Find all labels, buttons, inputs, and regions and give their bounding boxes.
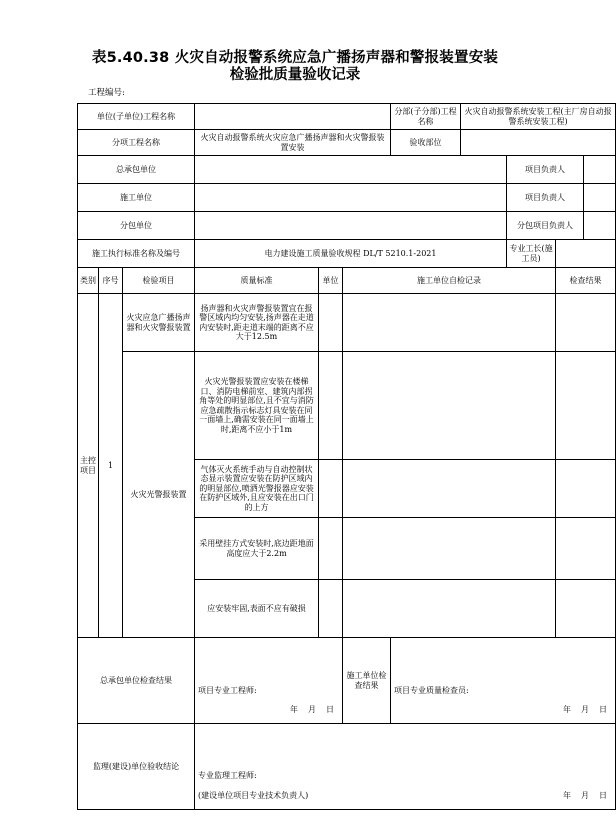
inspection-item-speaker: 火灾应急广播扬声器和火灾警报装置 [123,294,195,352]
result-1[interactable] [556,294,616,352]
sub-project-manager-value[interactable] [584,212,616,240]
unit-project-value[interactable] [195,104,391,130]
supervision-conclusion-label: 监理(建设)单位验收结论 [78,724,195,810]
acceptance-part-label: 验收部位 [391,130,461,156]
standard-3: 气体灭火系统手动与自动控制状态显示装置应安装在防护区域内的明显部位,喷洒光警报器应安装在防护区域外,且应安装在出口门的上方 [195,460,319,518]
self-check-5[interactable] [343,580,556,638]
gc-engineer-label: 项目专业工程师: [198,686,257,695]
self-check-3[interactable] [343,460,556,518]
cu-project-manager-value[interactable] [584,184,616,212]
cu-check-result-label: 施工单位检查结果 [343,638,391,724]
general-contractor-label: 总承包单位 [78,156,195,184]
cu-check-result-signature[interactable] [391,638,616,724]
foreman-value[interactable] [556,240,616,268]
owner-technical-lead-label: (建设单位项目专业技术负责人) [198,791,309,800]
col-standard: 质量标准 [195,268,319,294]
subitem-project-label: 分项工程名称 [78,130,195,156]
inspection-item-light-alarm: 火灾光警报装置 [123,352,195,638]
construction-unit-value[interactable] [195,184,507,212]
self-check-4[interactable] [343,518,556,580]
unit-5[interactable] [319,580,343,638]
self-check-1[interactable] [343,294,556,352]
result-5[interactable] [556,580,616,638]
form-title-line1: 表5.40.38 火灾自动报警系统应急广播扬声器和警报装置安装 [91,50,499,66]
unit-4[interactable] [319,518,343,580]
acceptance-record-table [77,103,616,810]
acceptance-part-value[interactable] [461,130,616,156]
subitem-project-value: 火灾自动报警系统火灾应急广播扬声器和火灾警报装置安装 [195,130,391,156]
foreman-label: 专业工长(施工员) [507,240,556,268]
subcontractor-label: 分包单位 [78,212,195,240]
col-category: 类别 [78,268,99,294]
project-number-label: 工程编号: [88,88,125,98]
standard-name-label: 施工执行标准名称及编号 [78,240,195,268]
standard-name-value: 电力建设施工质量验收规程 DL/T 5210.1-2021 [195,240,507,268]
unit-project-label: 单位(子单位)工程名称 [78,104,195,130]
cu-date: 年 月 日 [563,705,608,714]
self-check-2[interactable] [343,352,556,460]
col-seq: 序号 [99,268,123,294]
gc-project-manager-value[interactable] [584,156,616,184]
standard-1: 扬声器和火灾声警报装置宜在报警区域内均匀安装,扬声器在走道内安装时,距走道末端的距离不应大于12.5m [195,294,319,352]
unit-1[interactable] [319,294,343,352]
result-2[interactable] [556,352,616,460]
cu-project-manager-label: 项目负责人 [507,184,584,212]
unit-3[interactable] [319,460,343,518]
col-item: 检验项目 [123,268,195,294]
subcontractor-value[interactable] [195,212,507,240]
col-result: 检查结果 [556,268,616,294]
result-3[interactable] [556,460,616,518]
construction-unit-label: 施工单位 [78,184,195,212]
sub-project-manager-label: 分包项目负责人 [507,212,584,240]
result-4[interactable] [556,518,616,580]
standard-2: 火灾光警报装置应安装在楼梯口、消防电梯前室、建筑内部拐角等处的明显部位,且不宜与消防应急疏散指示标志灯具安装在同一面墙上,确需安装在同一面墙上时,距离不应小于1m [195,352,319,460]
supervision-date: 年 月 日 [563,791,608,800]
gc-date: 年 月 日 [290,705,334,714]
general-contractor-value[interactable] [195,156,507,184]
main-seq: 1 [99,294,123,638]
supervision-engineer-label: 专业监理工程师: [198,771,257,780]
gc-check-result-signature[interactable] [195,638,343,724]
standard-4: 采用壁挂方式安装时,底边距地面高度应大于2.2m [195,518,319,580]
col-unit: 单位 [319,268,343,294]
gc-check-result-label: 总承包单位检查结果 [78,638,195,724]
col-self-check: 施工单位自检记录 [343,268,556,294]
main-control-category: 主控项目 [78,294,99,638]
unit-2[interactable] [319,352,343,460]
gc-project-manager-label: 项目负责人 [507,156,584,184]
cu-inspector-label: 项目专业质量检查员: [394,686,469,695]
supervision-conclusion-signature[interactable] [195,724,616,810]
form-title-line2: 检验批质量验收记录 [229,67,361,83]
standard-5: 应安装牢固,表面不应有破损 [195,580,319,638]
division-project-value: 火灾自动报警系统安装工程(主厂房自动报警系统安装工程) [461,104,616,130]
division-project-label: 分部(子分部)工程名称 [391,104,461,130]
